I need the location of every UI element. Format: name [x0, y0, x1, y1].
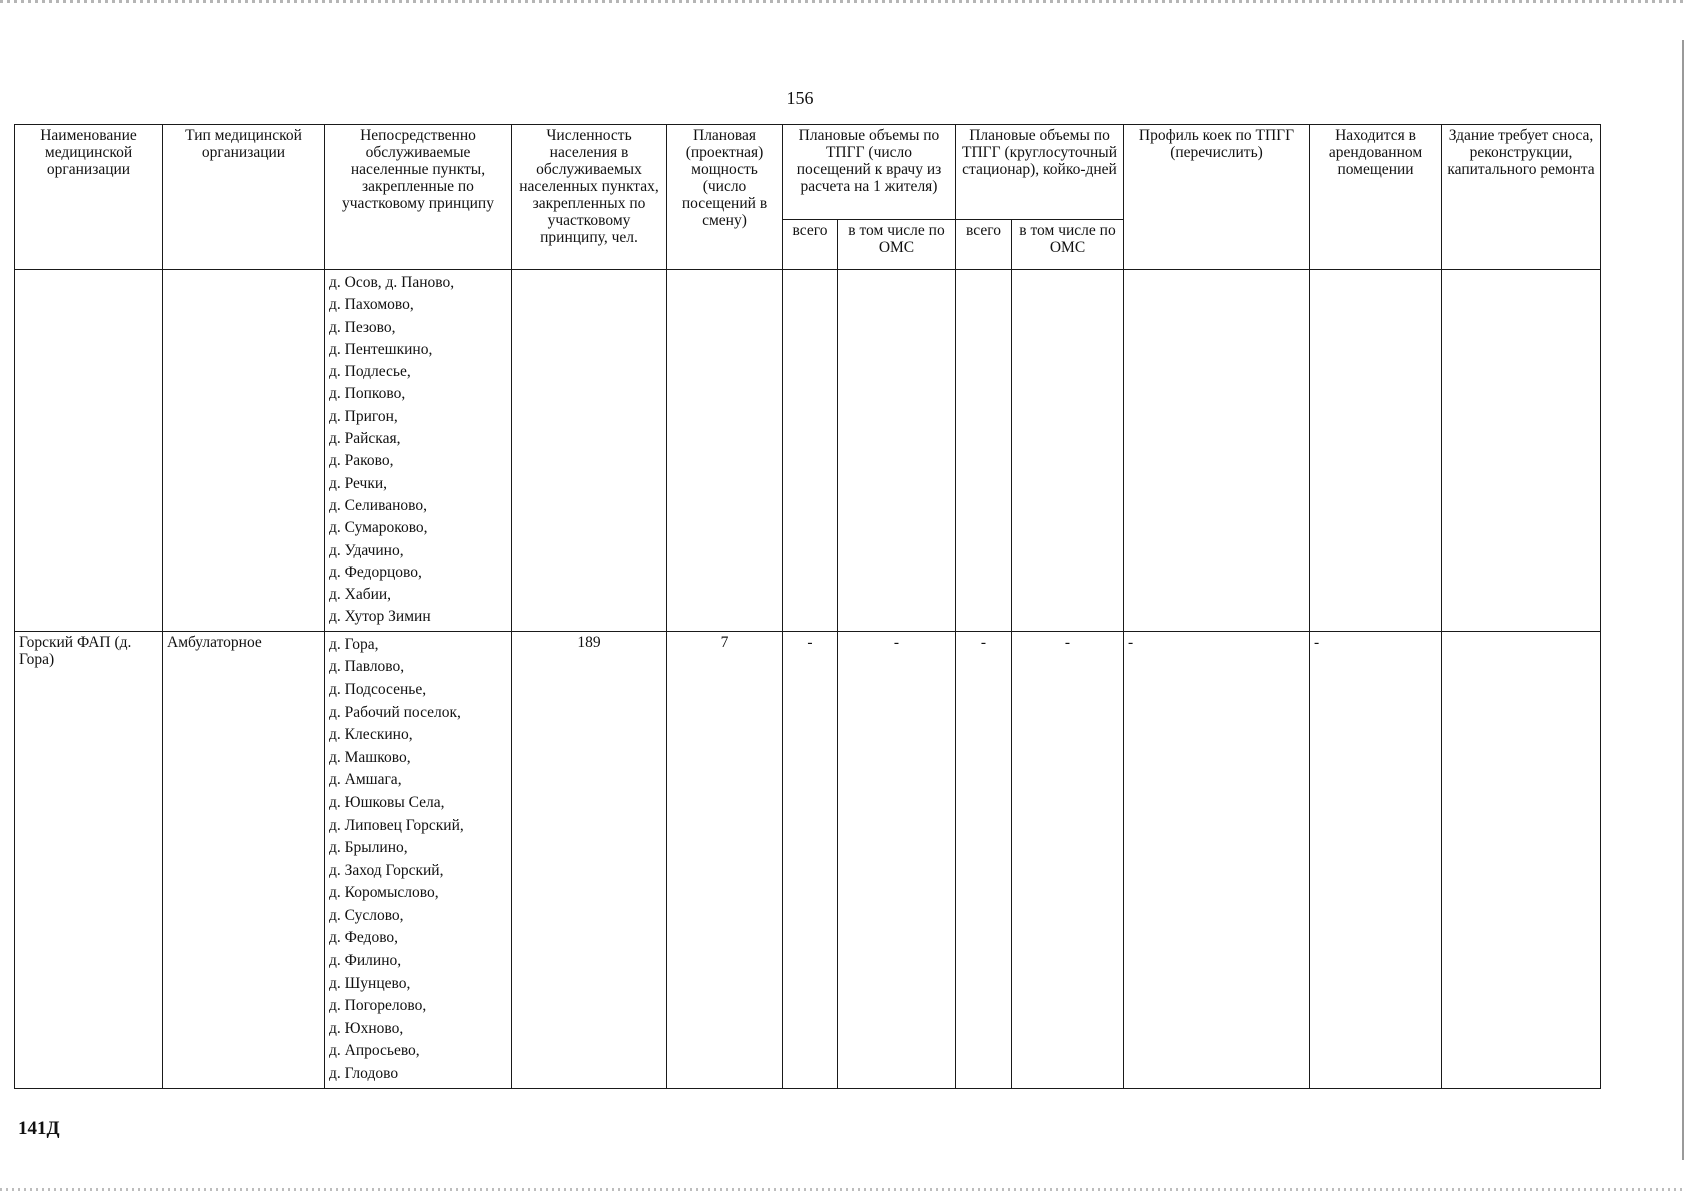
- settlement-item: д. Подлесье,: [329, 363, 411, 381]
- cell-population: [512, 270, 667, 632]
- header-beddays-total: всего: [956, 220, 1012, 270]
- settlement-item: д. Селиваново,: [329, 496, 427, 514]
- settlement-item: д. Федово,: [329, 929, 399, 947]
- cell-type: Амбулаторное: [163, 631, 325, 1088]
- settlement-item: д. Подсосенье,: [329, 680, 427, 698]
- settlement-item: д. Глодово: [329, 1065, 399, 1083]
- header-building: Здание требует сноса, реконструкции, капитального ремонта: [1442, 125, 1601, 270]
- medical-organizations-table: [14, 124, 1601, 1089]
- table-header: [15, 125, 1601, 270]
- table-row-continuation: [15, 270, 1601, 632]
- settlement-item: д. Апросьево,: [329, 1042, 420, 1060]
- table-row-gorsky-fap: [15, 631, 1601, 1088]
- header-settlements: Непосредственно обслуживаемые населенные пункты, закрепленные по участковому принципу: [325, 125, 512, 270]
- cell-building: [1442, 631, 1601, 1088]
- cell-rented: [1310, 270, 1442, 632]
- header-row-top: [15, 125, 1601, 220]
- settlement-item: д. Пригон,: [329, 407, 398, 425]
- cell-beddays-total: -: [956, 631, 1012, 1088]
- settlement-item: д. Погорелово,: [329, 997, 427, 1015]
- header-type: Тип медицинской организации: [163, 125, 325, 270]
- settlement-item: д. Хабии,: [329, 586, 392, 604]
- settlement-item: д. Заход Горский,: [329, 861, 444, 879]
- document-code: 141Д: [18, 1118, 60, 1139]
- cell-building: [1442, 270, 1601, 632]
- settlement-item: д. Попково,: [329, 385, 406, 403]
- settlement-item: д. Брылино,: [329, 839, 408, 857]
- settlement-item: д. Суслово,: [329, 906, 404, 924]
- cell-type: [163, 270, 325, 632]
- settlement-item: д. Пентешкино,: [329, 340, 433, 358]
- cell-name: Горский ФАП (д. Гора): [15, 631, 163, 1088]
- settlement-item: д. Федорцово,: [329, 563, 422, 581]
- header-visits-total: всего: [783, 220, 838, 270]
- cell-population: 189: [512, 631, 667, 1088]
- cell-visits-oms: -: [838, 631, 956, 1088]
- scan-edge-bottom: [0, 1188, 1686, 1191]
- settlement-item: д. Пезово,: [329, 318, 396, 336]
- cell-capacity: [667, 270, 783, 632]
- cell-name: [15, 270, 163, 632]
- header-visits-group: Плановые объемы по ТПГГ (число посещений к врачу из расчета на 1 жителя): [783, 125, 956, 220]
- cell-beddays-total: [956, 270, 1012, 632]
- cell-settlements: [325, 270, 512, 632]
- settlement-item: д. Пахомово,: [329, 296, 414, 314]
- settlement-item: д. Удачино,: [329, 541, 404, 559]
- header-beddays-group: Плановые объемы по ТПГГ (круглосуточный стационар), койко-дней: [956, 125, 1124, 220]
- cell-visits-total: [783, 270, 838, 632]
- cell-settlements: [325, 631, 512, 1088]
- scan-edge-top: [0, 0, 1686, 3]
- settlement-item: д. Хутор Зимин: [329, 608, 431, 626]
- cell-beddays-oms: -: [1012, 631, 1124, 1088]
- settlement-item: д. Рабочий поселок,: [329, 703, 461, 721]
- settlement-item: д. Райская,: [329, 430, 401, 448]
- cell-bed-profile: [1124, 270, 1310, 632]
- settlement-item: д. Липовец Горский,: [329, 816, 464, 834]
- settlements-list: [329, 272, 507, 629]
- cell-visits-oms: [838, 270, 956, 632]
- header-name: Наименование медицинской организации: [15, 125, 163, 270]
- header-rented: Находится в арендованном помещении: [1310, 125, 1442, 270]
- settlement-item: д. Осов, д. Паново,: [329, 274, 455, 291]
- settlements-list: [329, 634, 507, 1086]
- cell-bed-profile: -: [1124, 631, 1310, 1088]
- settlement-item: д. Речки,: [329, 474, 388, 492]
- scan-edge-right: [1682, 40, 1684, 1160]
- settlement-item: д. Гора,: [329, 635, 379, 653]
- table-body: [15, 270, 1601, 1089]
- header-beddays-oms: в том числе по ОМС: [1012, 220, 1124, 270]
- settlement-item: д. Машково,: [329, 748, 411, 766]
- settlement-item: д. Юшковы Села,: [329, 793, 445, 811]
- settlement-item: д. Юхново,: [329, 1019, 404, 1037]
- settlement-item: д. Коромыслово,: [329, 884, 439, 902]
- cell-visits-total: -: [783, 631, 838, 1088]
- settlement-item: д. Павлово,: [329, 658, 405, 676]
- settlement-item: д. Раково,: [329, 452, 394, 470]
- settlement-item: д. Амшага,: [329, 771, 402, 789]
- header-bed-profile: Профиль коек по ТПГГ (перечислить): [1124, 125, 1310, 270]
- settlement-item: д. Клескино,: [329, 726, 413, 744]
- settlement-item: д. Сумароково,: [329, 519, 428, 537]
- header-capacity: Плановая (проектная) мощность (число посещений в смену): [667, 125, 783, 270]
- cell-capacity: 7: [667, 631, 783, 1088]
- header-population: Численность населения в обслуживаемых населенных пунктах, закрепленных по участковому принципу, чел.: [512, 125, 667, 270]
- settlement-item: д. Шунцево,: [329, 974, 411, 992]
- cell-rented: -: [1310, 631, 1442, 1088]
- cell-beddays-oms: [1012, 270, 1124, 632]
- header-visits-oms: в том числе по ОМС: [838, 220, 956, 270]
- page-number: 156: [786, 88, 814, 108]
- settlement-item: д. Филино,: [329, 952, 402, 970]
